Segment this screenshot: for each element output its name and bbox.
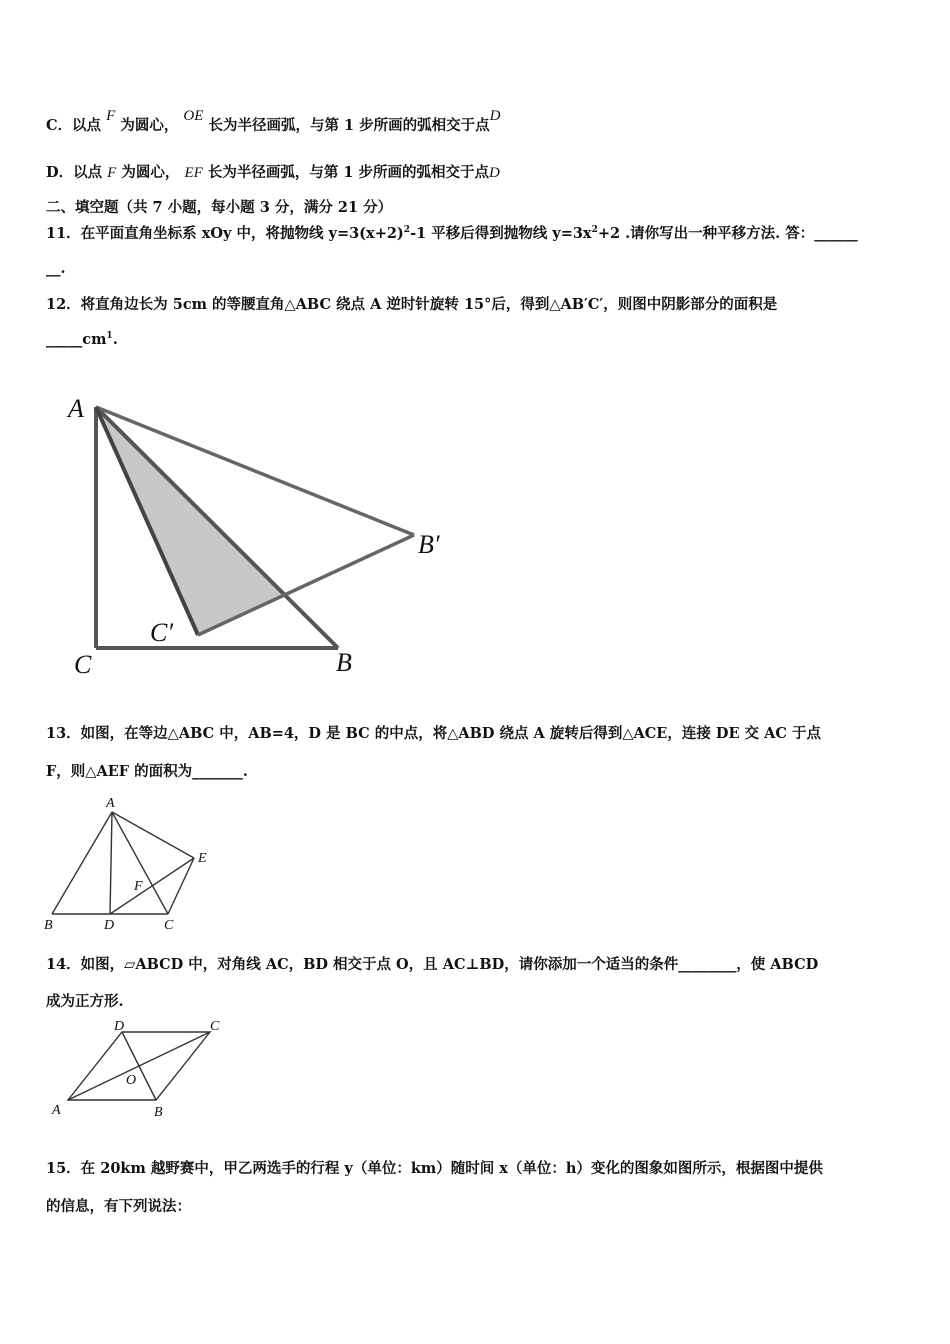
label-c: C bbox=[210, 1019, 220, 1034]
label-c: C bbox=[74, 650, 92, 679]
seg-ad bbox=[110, 812, 112, 914]
label-a: A bbox=[52, 1103, 61, 1118]
var-ef: EF bbox=[184, 165, 203, 181]
var-oe: OE bbox=[183, 108, 204, 124]
question-14-cont: 成为正方形. bbox=[46, 993, 124, 1010]
label-b: B bbox=[154, 1105, 163, 1120]
diagonal-bd bbox=[122, 1032, 156, 1100]
option-d: D．以点 F 为圆心， EF 长为半径画弧，与第 1 步所画的弧相交于点D bbox=[46, 164, 500, 181]
seg-ab bbox=[52, 812, 112, 914]
label-b: B bbox=[44, 918, 53, 933]
label-b-prime: B′ bbox=[418, 530, 440, 559]
question-14: 14．如图，▱ABCD 中，对角线 AC，BD 相交于点 O，且 AC⊥BD，请你添加一个适当的条件________，使 ABCD bbox=[46, 956, 819, 973]
question-15-cont: 的信息，有下列说法： bbox=[46, 1198, 191, 1215]
label-o: O bbox=[126, 1073, 137, 1088]
label-c-prime: C′ bbox=[150, 618, 174, 647]
question-11-cont: __. bbox=[46, 260, 66, 277]
label-a: A bbox=[68, 394, 84, 423]
question-11: 11．在平面直角坐标系 xOy 中，将抛物线 $y=3(x+2)^2-1$ 平移后得到抛物线 $y=3x^2+2$ .请你写出一种平移方法. 答：______ bbox=[46, 225, 858, 242]
question-13-cont: F，则△AEF 的面积为_______. bbox=[46, 763, 248, 780]
shaded-region bbox=[96, 407, 286, 635]
q14-figure bbox=[48, 1012, 238, 1122]
var-f: F bbox=[106, 108, 116, 124]
question-12: 12．将直角边长为 5cm 的等腰直角△ABC 绕点 A 逆时针旋转 15°后，得到△AB′C′，则图中阴影部分的面积是 bbox=[46, 296, 778, 313]
section-title: 二、填空题（共 7 小题，每小题 3 分，满分 21 分） bbox=[46, 199, 393, 216]
label-f: F bbox=[134, 879, 143, 894]
q12-figure bbox=[60, 385, 480, 685]
label-d: D bbox=[104, 918, 115, 933]
label-c: C bbox=[164, 918, 174, 933]
var-d: D bbox=[489, 165, 500, 181]
q13-figure bbox=[40, 792, 230, 937]
label-e: E bbox=[198, 851, 207, 866]
question-13: 13．如图，在等边△ABC 中，AB=4，D 是 BC 的中点，将△ABD 绕点 A 旋转后得到△ACE，连接 DE 交 AC 于点 bbox=[46, 725, 821, 742]
question-12-cont: $\_\_\_\_\_cm^1$. bbox=[46, 331, 118, 348]
label-a: A bbox=[106, 796, 115, 811]
label-d: D bbox=[114, 1019, 125, 1034]
var-f: F bbox=[107, 165, 117, 181]
question-15: 15．在 20km 越野赛中，甲乙两选手的行程 y（单位：km）随时间 x（单位：h）变化的图象如图所示，根据图中提供 bbox=[46, 1160, 823, 1177]
label-b: B bbox=[336, 648, 352, 677]
option-c: C．以点 F 为圆心， OE 长为半径画弧，与第 1 步所画的弧相交于点D bbox=[46, 108, 501, 134]
var-d: D bbox=[489, 108, 501, 124]
